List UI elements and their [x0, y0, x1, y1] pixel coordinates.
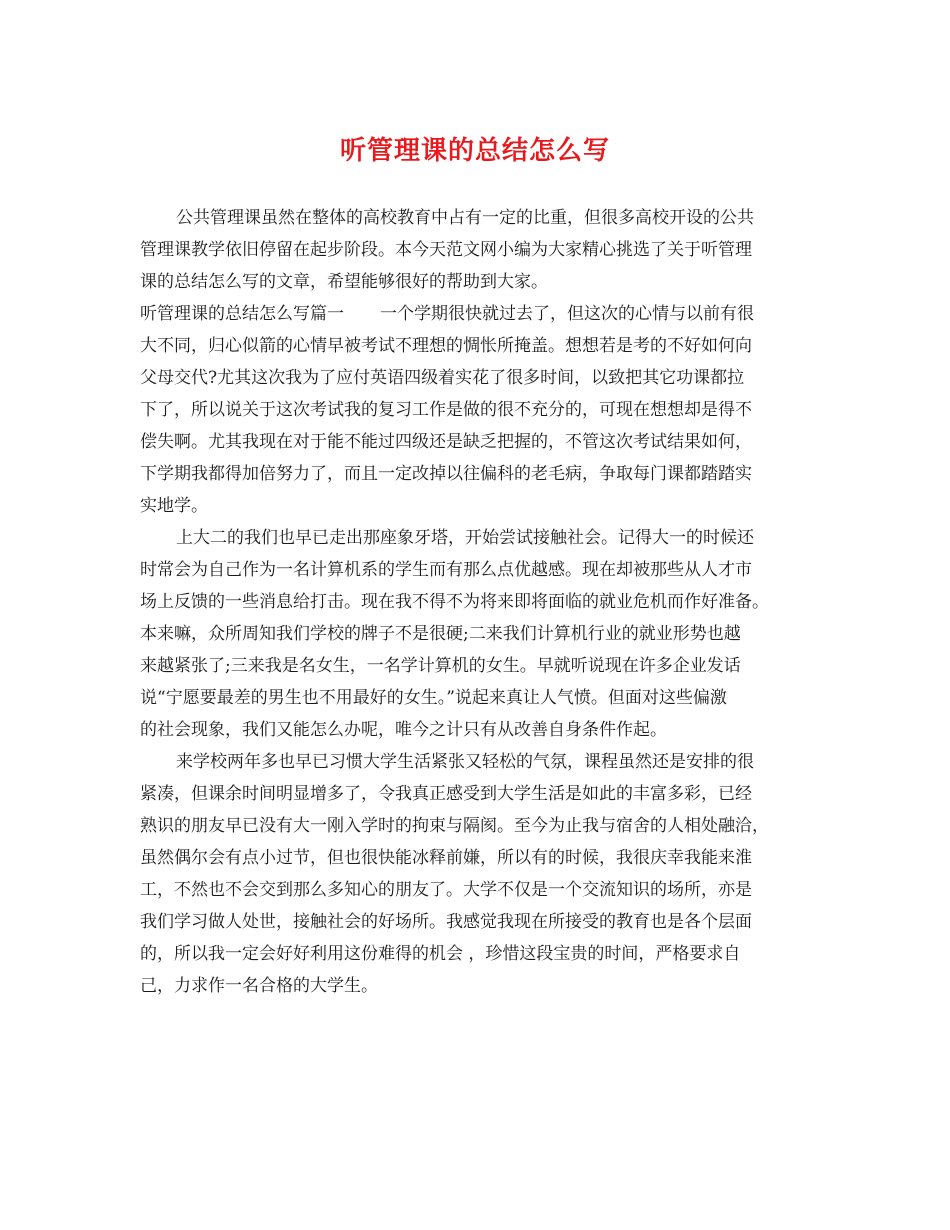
section-heading-line	[140, 298, 822, 330]
paragraph-line: 课的总结怎么写的文章，希望能够很好的帮助到大家。	[140, 272, 548, 292]
paragraph-line: 场上反馈的一些消息给打击。现在我不得不为将来即将面临的就业危机而作好准备。	[140, 592, 769, 612]
paragraph-line: 熟识的朋友早已没有大一刚入学时的拘束与隔阂。至今为止我与宿舍的人相处融洽，	[140, 816, 769, 836]
document-body	[140, 202, 822, 1002]
paragraph-line: 偿失啊。尤其我现在对于能不能过四级还是缺乏把握的，不管这次考试结果如何，	[140, 432, 752, 452]
paragraph-line: 的，所以我一定会好好利用这份难得的机会 ，珍惜这段宝贵的时间，严格要求自	[140, 944, 741, 964]
paragraph-line: 的社会现象，我们又能怎么办呢，唯今之计只有从改善自身条件作起。	[140, 720, 667, 740]
paragraph-line: 虽然偶尔会有点小过节，但也很快能冰释前嫌，所以有的时候，我很庆幸我能来淮	[140, 848, 752, 868]
paragraph-line: 上大二的我们也早已走出那座象牙塔，开始尝试接触社会。记得大一的时候还	[176, 528, 754, 548]
paragraph-line: 下学期我都得加倍努力了，而且一定改掉以往偏科的老毛病，争取每门课都踏踏实	[140, 464, 752, 484]
paragraph-line: 公共管理课虽然在整体的高校教育中占有一定的比重，但很多高校开设的公共	[176, 208, 754, 228]
paragraph-line: 大不同，归心似箭的心情早被考试不理想的惆怅所掩盖。想想若是考的不好如何向	[140, 336, 752, 356]
paragraph-line: 来学校两年多也早已习惯大学生活紧张又轻松的气氛，课程虽然还是安排的很	[176, 752, 754, 772]
paragraph-line: 紧凑，但课余时间明显增多了，令我真正感受到大学生活是如此的丰富多彩，已经	[140, 784, 752, 804]
paragraph-line: 实地学。	[140, 496, 208, 516]
paragraph-line: 我们学习做人处世，接触社会的好场所。我感觉我现在所接受的教育也是各个层面	[140, 912, 752, 932]
section-heading: 听管理课的总结怎么写篇一	[140, 304, 344, 324]
paragraph-text: 一个学期很快就过去了，但这次的心情与以前有很	[380, 304, 754, 324]
paragraph-line: 时常会为自己作为一名计算机系的学生而有那么点优越感。现在却被那些从人才市	[140, 560, 752, 580]
paragraph-line: 管理课教学依旧停留在起步阶段。本今天范文网小编为大家精心挑选了关于听管理	[140, 240, 752, 260]
paragraph-line: 说“宁愿要最差的男生也不用最好的女生。”说起来真让人气愤。但面对这些偏激	[140, 688, 727, 708]
paragraph-line: 己，力求作一名合格的大学生。	[140, 976, 378, 996]
paragraph-line: 下了，所以说关于这次考试我的复习工作是做的很不充分的，可现在想想却是得不	[140, 400, 752, 420]
paragraph-line: 父母交代?尤其这次我为了应付英语四级着实花了很多时间，以致把其它功课都拉	[140, 368, 745, 388]
paragraph-line: 工，不然也不会交到那么多知心的朋友了。大学不仅是一个交流知识的场所，亦是	[140, 880, 752, 900]
paragraph-line: 本来嘛，众所周知我们学校的牌子不是很硬;二来我们计算机行业的就业形势也越	[140, 624, 741, 644]
document-title: 听管理课的总结怎么写	[339, 136, 610, 166]
paragraph-line: 来越紧张了;三来我是名女生，一名学计算机的女生。早就听说现在许多企业发话	[140, 656, 741, 676]
